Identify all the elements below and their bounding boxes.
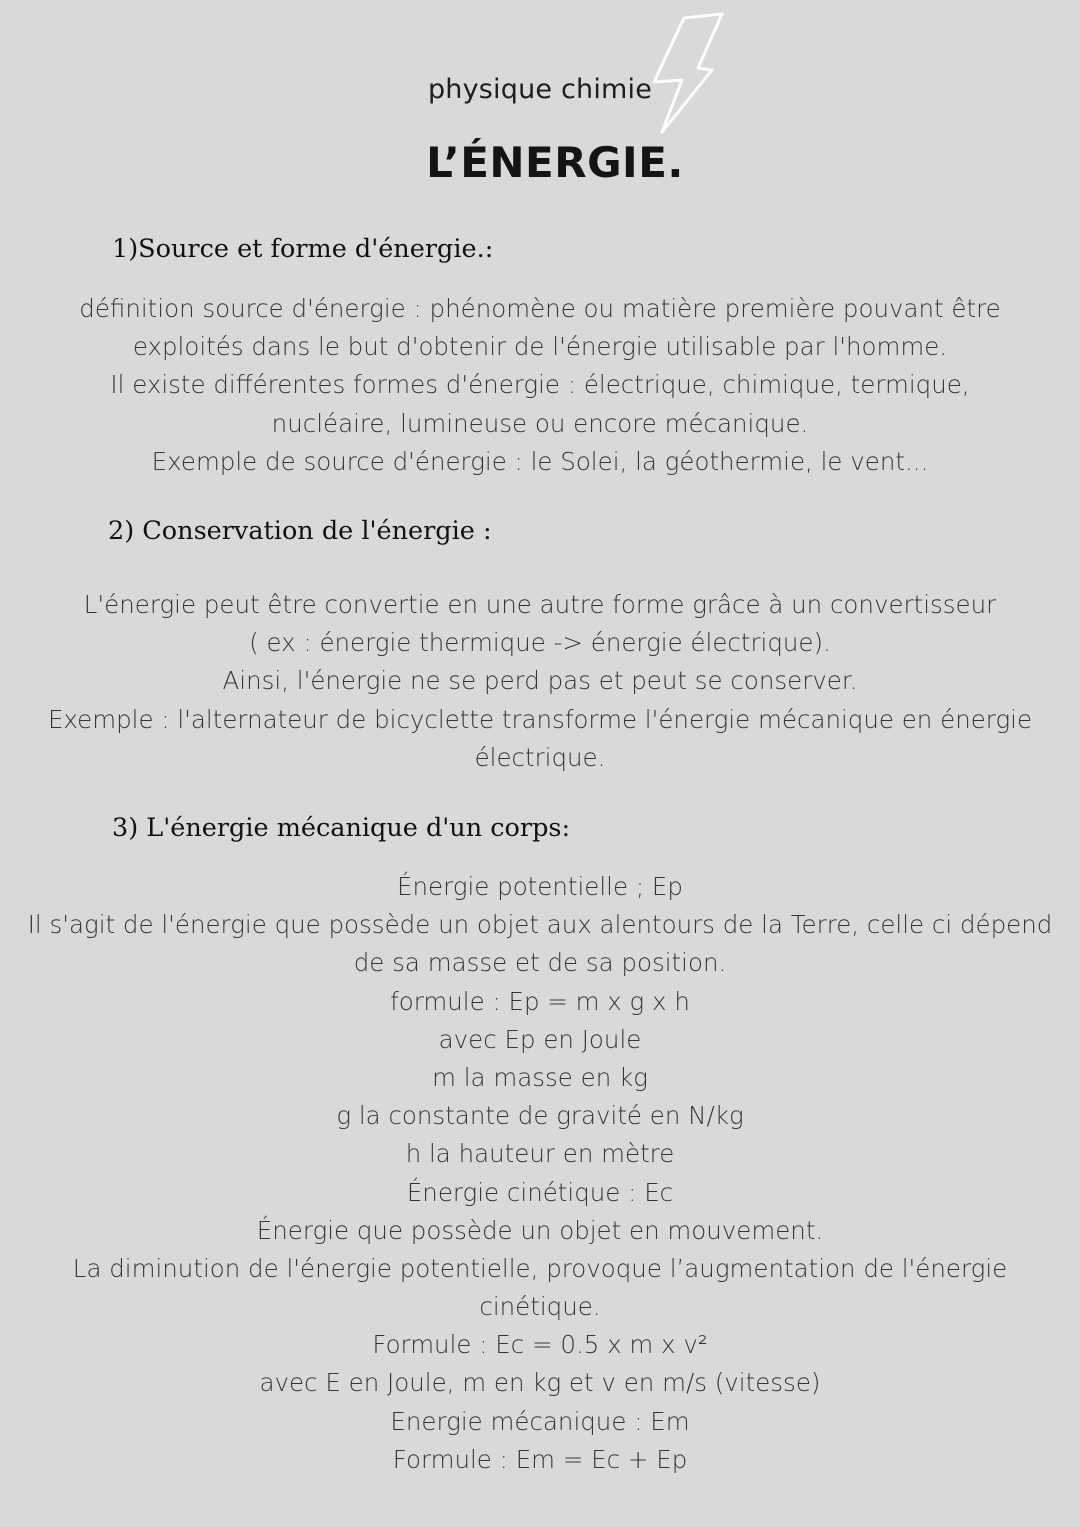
text-line: Il s'agit de l'énergie que possède un objet aux alentours de la Terre, celle ci dépend [27,910,1053,940]
text-line: avec E en Joule, m en kg et v en m/s (vitesse) [259,1368,821,1398]
text-line: cinétique. [479,1292,601,1322]
text-line: Énergie potentielle ; Ep [397,872,683,901]
text-line: de sa masse et de sa position. [353,948,727,978]
subject-label: physique chimie [427,74,653,105]
text-line: formule : Ep = m x g x h [390,986,690,1016]
lightning-bolt-icon [648,8,732,138]
text-line: ( ex : énergie thermique -> énergie électrique). [249,628,831,658]
section-body-source [0,290,1080,481]
text-line: définition source d'énergie : phénomène ou matière première pouvant être [79,294,1001,323]
section-heading-mecanique: 3) L'énergie mécanique d'un corps: [112,813,571,843]
text-line: Ainsi, l'énergie ne se perd pas et peut se conserver. [222,666,858,696]
text-line: Énergie que possède un objet en mouvement. [256,1215,824,1245]
section-heading-source: 1)Source et forme d'énergie.: [112,234,494,264]
text-line: Energie mécanique : Em [390,1406,690,1436]
text-line: Exemple : l'alternateur de bicyclette transforme l'énergie mécanique en énergie [47,704,1033,734]
text-line: Énergie cinétique : Ec [406,1177,674,1207]
section-body-mecanique [0,868,1080,1479]
section-heading-conservation: 2) Conservation de l'énergie : [108,516,492,546]
text-line: L'énergie peut être convertie en une autre forme grâce à un convertisseur [83,590,997,619]
text-line: g la constante de gravité en N/kg [336,1101,744,1131]
text-line: Formule : Ec = 0.5 x m x v² [372,1330,708,1360]
text-line: Il existe différentes formes d'énergie : électrique, chimique, termique, [110,370,970,400]
section-body-conservation [0,586,1080,777]
text-line: Formule : Em = Ec + Ep [392,1444,688,1474]
text-line: Exemple de source d'énergie : le Solei, la géothermie, le vent... [151,446,929,476]
page-title: L’ÉNERGIE. [426,138,684,187]
text-line: électrique. [474,742,606,772]
text-line: m la masse en kg [432,1062,648,1092]
text-line: La diminution de l'énergie potentielle, provoque l’augmentation de l'énergie [72,1253,1008,1283]
text-line: h la hauteur en mètre [405,1139,675,1169]
text-line: avec Ep en Joule [438,1024,642,1054]
text-line: exploités dans le but d'obtenir de l'énergie utilisable par l'homme. [132,332,948,362]
text-line: nucléaire, lumineuse ou encore mécanique. [271,408,809,438]
